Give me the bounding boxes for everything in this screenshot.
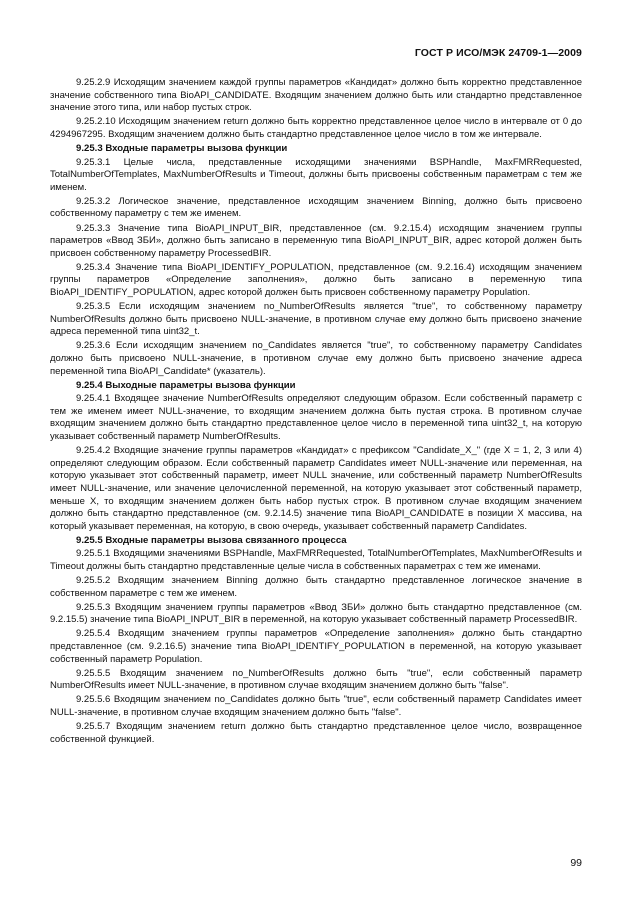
page-number: 99 bbox=[570, 857, 582, 869]
section-heading: 9.25.5 Входные параметры вызова связанного процесса bbox=[76, 534, 347, 546]
paragraph: 9.25.5.6 Входящим значением no_Candidates должно быть "true", если собственный параметр Candidates имеет NULL-значение, в противном случае входящим значением должно быть "false". bbox=[50, 694, 582, 718]
section-heading: 9.25.3 Входные параметры вызова функции bbox=[76, 142, 288, 154]
document-body bbox=[50, 77, 582, 748]
paragraph: 9.25.5.3 Входящим значением группы параметров «Ввод ЗБИ» должно быть стандартно представленное (см. 9.2.15.5) значение типа BioAPI_INPUT_BIR в переменной, на которую указывает собственный параметр ProcessedBIR. bbox=[50, 601, 582, 626]
paragraph: 9.25.5.4 Входящим значением группы параметров «Определение заполнения» должно быть стандартно представленное (см. 9.2.16.5) значение типа BioAPI_IDENTIFY_POPULATION в переменной, на которую указывает собственный параметр Population. bbox=[50, 628, 582, 665]
paragraph: 9.25.3.4 Значение типа BioAPI_IDENTIFY_POPULATION, представленное (см. 9.2.16.4) исходящим значением группы параметров «Определение заполнения», должно быть записано в переменную типа BioAPI_IDENTIFY_POPULATION, адрес которой должен быть присвоен собственному параметру Population. bbox=[50, 261, 582, 298]
paragraph: 9.25.3.2 Логическое значение, представленное исходящим значением Binning, должно быть присвоено собственному параметру с тем же именем. bbox=[50, 195, 582, 220]
paragraph: 9.25.4.2 Входящие значение группы параметров «Кандидат» с префиксом "Candidate_X_" (где X = 1, 2, 3 или 4) определяют следующим образом. Если собственный параметр Candidates имеет NULL-значение или переменная, на которую указывает этот собственный параметр, имеет NULL значение, или собственный параметр NumberOfResults имеет NULL-значение, или значение целочисленной переменной, на которую указывает этот собственный параметр, меньше X, то входящим значением должен быть набор пустых строк. В противном случае входящим значением должно быть стандартно представленное (см. 9.2.14.5) значение типа BioAPI_CANDIDATE в позиции X массива, на который указывает переменная, на которую, в свою очередь, указывает собственный параметр Candidates. bbox=[50, 445, 582, 532]
section-heading: 9.25.4 Выходные параметры вызова функции bbox=[76, 379, 296, 391]
paragraph: 9.25.3.6 Если исходящим значением no_Candidates является "true", то собственному параметру Candidates должно быть присвоено NULL-значение, в противном случае ему должно быть присвоено значение адреса переменной типа BioAPI_Candidate* (указатель). bbox=[50, 340, 582, 377]
paragraph: 9.25.5.7 Входящим значением return должно быть стандартно представленное целое число, возвращенное собственной функцией. bbox=[50, 721, 582, 745]
paragraph: 9.25.3.5 Если исходящим значением no_NumberOfResults является "true", то собственному параметру NumberOfResults должно быть присвоено NULL-значение, в противном случае ему должно быть присвоено значение адреса переменной типа uint32_t. bbox=[50, 301, 582, 338]
paragraph: 9.25.4.1 Входящее значение NumberOfResults определяют следующим образом. Если собственный параметр с тем же именем имеет NULL-значение, то входящим значением должна быть пустая строка. В противном случае входящим значением должно быть стандартно представленное целое число в переменной типа uint32_t, на которую указывает собственный параметр NumberOfResults. bbox=[50, 393, 582, 443]
paragraph: 9.25.3.1 Целые числа, представленные исходящими значениями BSPHandle, MaxFMRRequested, TotalNumberOfTemplates, MaxNumberOfResults и Timeout, должны быть присвоены собственным параметрам с тем же именем. bbox=[50, 156, 582, 193]
paragraph: 9.25.5.2 Входящим значением Binning должно быть стандартно представленное логическое значение в собственном параметре с тем же именем. bbox=[50, 575, 582, 599]
paragraph: 9.25.5.1 Входящими значениями BSPHandle, MaxFMRRequested, TotalNumberOfTemplates, MaxNumberOfResults и Timeout должны быть стандартно представленные целые числа в собственных параметрах с тем же именами. bbox=[50, 548, 582, 572]
paragraph: 9.25.2.9 Исходящим значением каждой группы параметров «Кандидат» должно быть корректно представленное значение собственного типа BioAPI_CANDIDATE. Входящим значением должно быть или стандартно представленное значение этого типа, или набор пустых строк. bbox=[50, 77, 582, 114]
paragraph: 9.25.2.10 Исходящим значением return должно быть корректно представленное целое число в интервале от 0 до 4294967295. Входящим значением должно быть стандартно представленное целое число в том же интервале. bbox=[50, 116, 582, 140]
paragraph: 9.25.3.3 Значение типа BioAPI_INPUT_BIR, представленное (см. 9.2.15.4) исходящим значением группы параметров «Ввод ЗБИ», должно быть записано в переменную типа BioAPI_INPUT_BIR, адрес которой должен быть присвоен собственному параметру ProcessedBIR. bbox=[50, 222, 582, 259]
document-header: ГОСТ Р ИСО/МЭК 24709-1—2009 bbox=[414, 47, 582, 59]
paragraph: 9.25.5.5 Входящим значением no_NumberOfResults должно быть "true", если собственный параметр NumberOfResults имеет NULL-значение, в противном случае входящим значением должно быть "false". bbox=[50, 667, 582, 692]
